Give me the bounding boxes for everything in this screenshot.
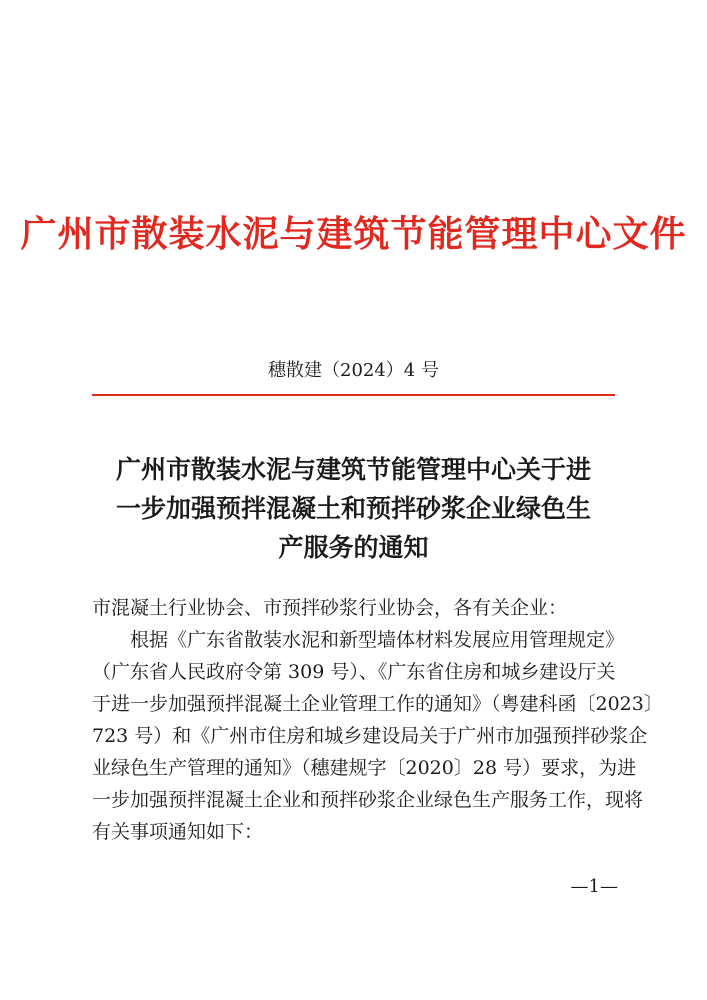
body-paragraph-line: 有关事项通知如下： — [92, 821, 264, 843]
issuer-header-title: 广州市散装水泥与建筑节能管理中心文件 — [20, 213, 687, 255]
body-paragraph-line: 723 号）和《广州市住房和城乡建设局关于广州市加强预拌砂浆企 — [92, 725, 648, 747]
document-number: 穗散建（2024）4 号 — [268, 360, 439, 381]
notice-title-line: 产服务的通知 — [278, 533, 429, 562]
page-number: —1— — [570, 876, 618, 897]
body-paragraph-line: 一步加强预拌混凝土企业和预拌砂浆企业绿色生产服务工作，现将 — [92, 789, 644, 811]
body-paragraph-line: （广东省人民政府令第 309 号）、《广东省住房和城乡建设厅关 — [92, 661, 616, 683]
body-paragraph-line: 于进一步加强预拌混凝土企业管理工作的通知》（粤建科函〔2023〕 — [92, 693, 663, 715]
red-divider-line — [92, 394, 615, 396]
addressee-line: 市混凝土行业协会、市预拌砂浆行业协会，各有关企业： — [92, 597, 568, 619]
notice-title-line: 广州市散装水泥与建筑节能管理中心关于进 — [115, 455, 591, 484]
body-paragraph-line: 业绿色生产管理的通知》（穗建规字〔2020〕28 号）要求，为进 — [92, 757, 637, 779]
body-paragraph-line: 根据《广东省散装水泥和新型墙体材料发展应用管理规定》 — [130, 629, 625, 651]
notice-title-line: 一步加强预拌混凝土和预拌砂浆企业绿色生 — [115, 494, 591, 523]
notice-title — [88, 450, 619, 567]
notice-body — [92, 592, 663, 848]
